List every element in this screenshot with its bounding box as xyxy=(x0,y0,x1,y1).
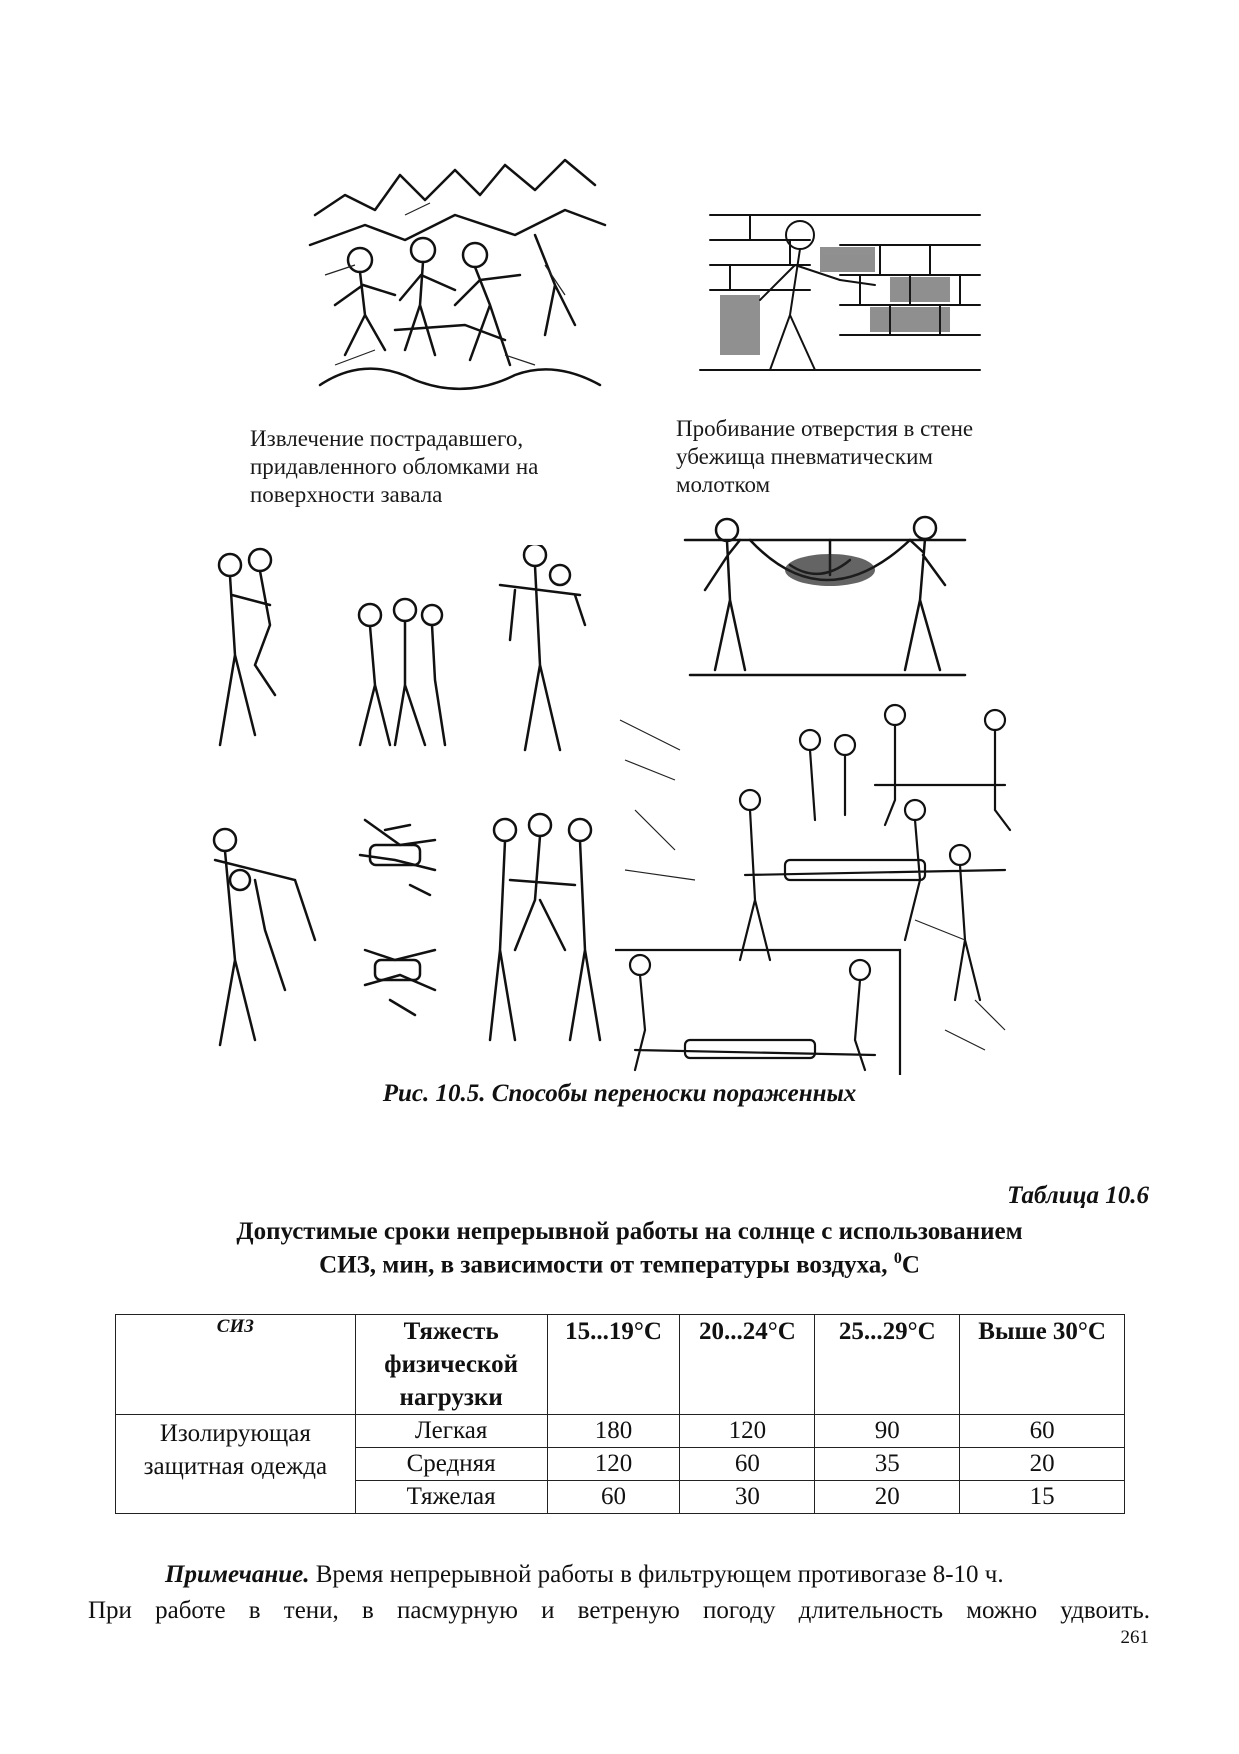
note-line-2: При работе в тени, в пасмурную и ветреную погоду длительность можно удвоить. xyxy=(88,1597,1150,1624)
value-cell: 60 xyxy=(547,1481,680,1514)
extraction-caption-line: придавленного обломками на xyxy=(250,454,539,479)
value-cell: 20 xyxy=(815,1481,960,1514)
extraction-caption-line: Извлечение пострадавшего, xyxy=(250,426,524,451)
rubble-rescue-illustration xyxy=(305,155,610,405)
header-load xyxy=(355,1315,547,1415)
drilling-caption-line: Пробивание отверстия в стене xyxy=(676,416,974,441)
table-header-row xyxy=(116,1315,1125,1415)
figure-caption: Рис. 10.5. Способы переноски пораженных xyxy=(382,1080,857,1107)
wall-drilling-illustration xyxy=(690,205,990,380)
value-cell: 20 xyxy=(960,1448,1125,1481)
extraction-caption-line: поверхности завала xyxy=(250,482,443,507)
value-cell: 35 xyxy=(815,1448,960,1481)
value-cell: 120 xyxy=(680,1415,815,1448)
header-load-line: Тяжесть xyxy=(403,1318,499,1345)
degree-superscript: 0 xyxy=(893,1250,902,1267)
table-title-line-2 xyxy=(0,1250,1239,1279)
table-title-line-1: Допустимые сроки непрерывной работы на солнце с использованием xyxy=(236,1218,1023,1245)
value-cell: 120 xyxy=(547,1448,680,1481)
header-load-line: нагрузки xyxy=(399,1384,503,1411)
load-cell: Тяжелая xyxy=(355,1481,547,1514)
improvised-stretcher-illustration xyxy=(680,510,970,685)
value-cell: 90 xyxy=(815,1415,960,1448)
celsius-symbol: С xyxy=(901,1251,920,1279)
note-line-1 xyxy=(165,1557,1004,1593)
protection-line: Изолирующая xyxy=(159,1420,311,1447)
extraction-caption xyxy=(250,425,538,509)
header-temp-above-30: Выше 30°С xyxy=(960,1315,1125,1415)
load-cell: Легкая xyxy=(355,1415,547,1448)
stretcher-carrying-illustration xyxy=(615,700,1025,1075)
page-number: 261 xyxy=(1120,1627,1149,1648)
protection-cell xyxy=(116,1415,356,1514)
carrying-methods-bottom-illustration xyxy=(195,800,615,1060)
carrying-methods-top-illustration xyxy=(200,545,620,760)
header-siz: СИЗ xyxy=(116,1315,356,1415)
table-title-text: СИЗ, мин, в зависимости от температуры воздуха, xyxy=(319,1251,894,1279)
protection-line: защитная одежда xyxy=(143,1453,328,1480)
header-load-line: физической xyxy=(384,1351,519,1378)
work-duration-table xyxy=(115,1314,1125,1514)
header-temp-15-19: 15...19°С xyxy=(547,1315,680,1415)
table-number: Таблица 10.6 xyxy=(1007,1182,1149,1209)
header-temp-25-29: 25...29°С xyxy=(815,1315,960,1415)
value-cell: 30 xyxy=(680,1481,815,1514)
header-temp-20-24: 20...24°С xyxy=(680,1315,815,1415)
drilling-caption-line: убежища пневматическим xyxy=(676,444,933,469)
load-cell: Средняя xyxy=(355,1448,547,1481)
note-text: Время непрерывной работы в фильтрующем противогазе 8-10 ч. xyxy=(309,1561,1004,1588)
value-cell: 60 xyxy=(680,1448,815,1481)
drilling-caption xyxy=(676,415,973,499)
value-cell: 180 xyxy=(547,1415,680,1448)
value-cell: 60 xyxy=(960,1415,1125,1448)
table-row xyxy=(116,1415,1125,1448)
drilling-caption-line: молотком xyxy=(676,472,771,497)
note-label: Примечание. xyxy=(165,1561,310,1588)
value-cell: 15 xyxy=(960,1481,1125,1514)
